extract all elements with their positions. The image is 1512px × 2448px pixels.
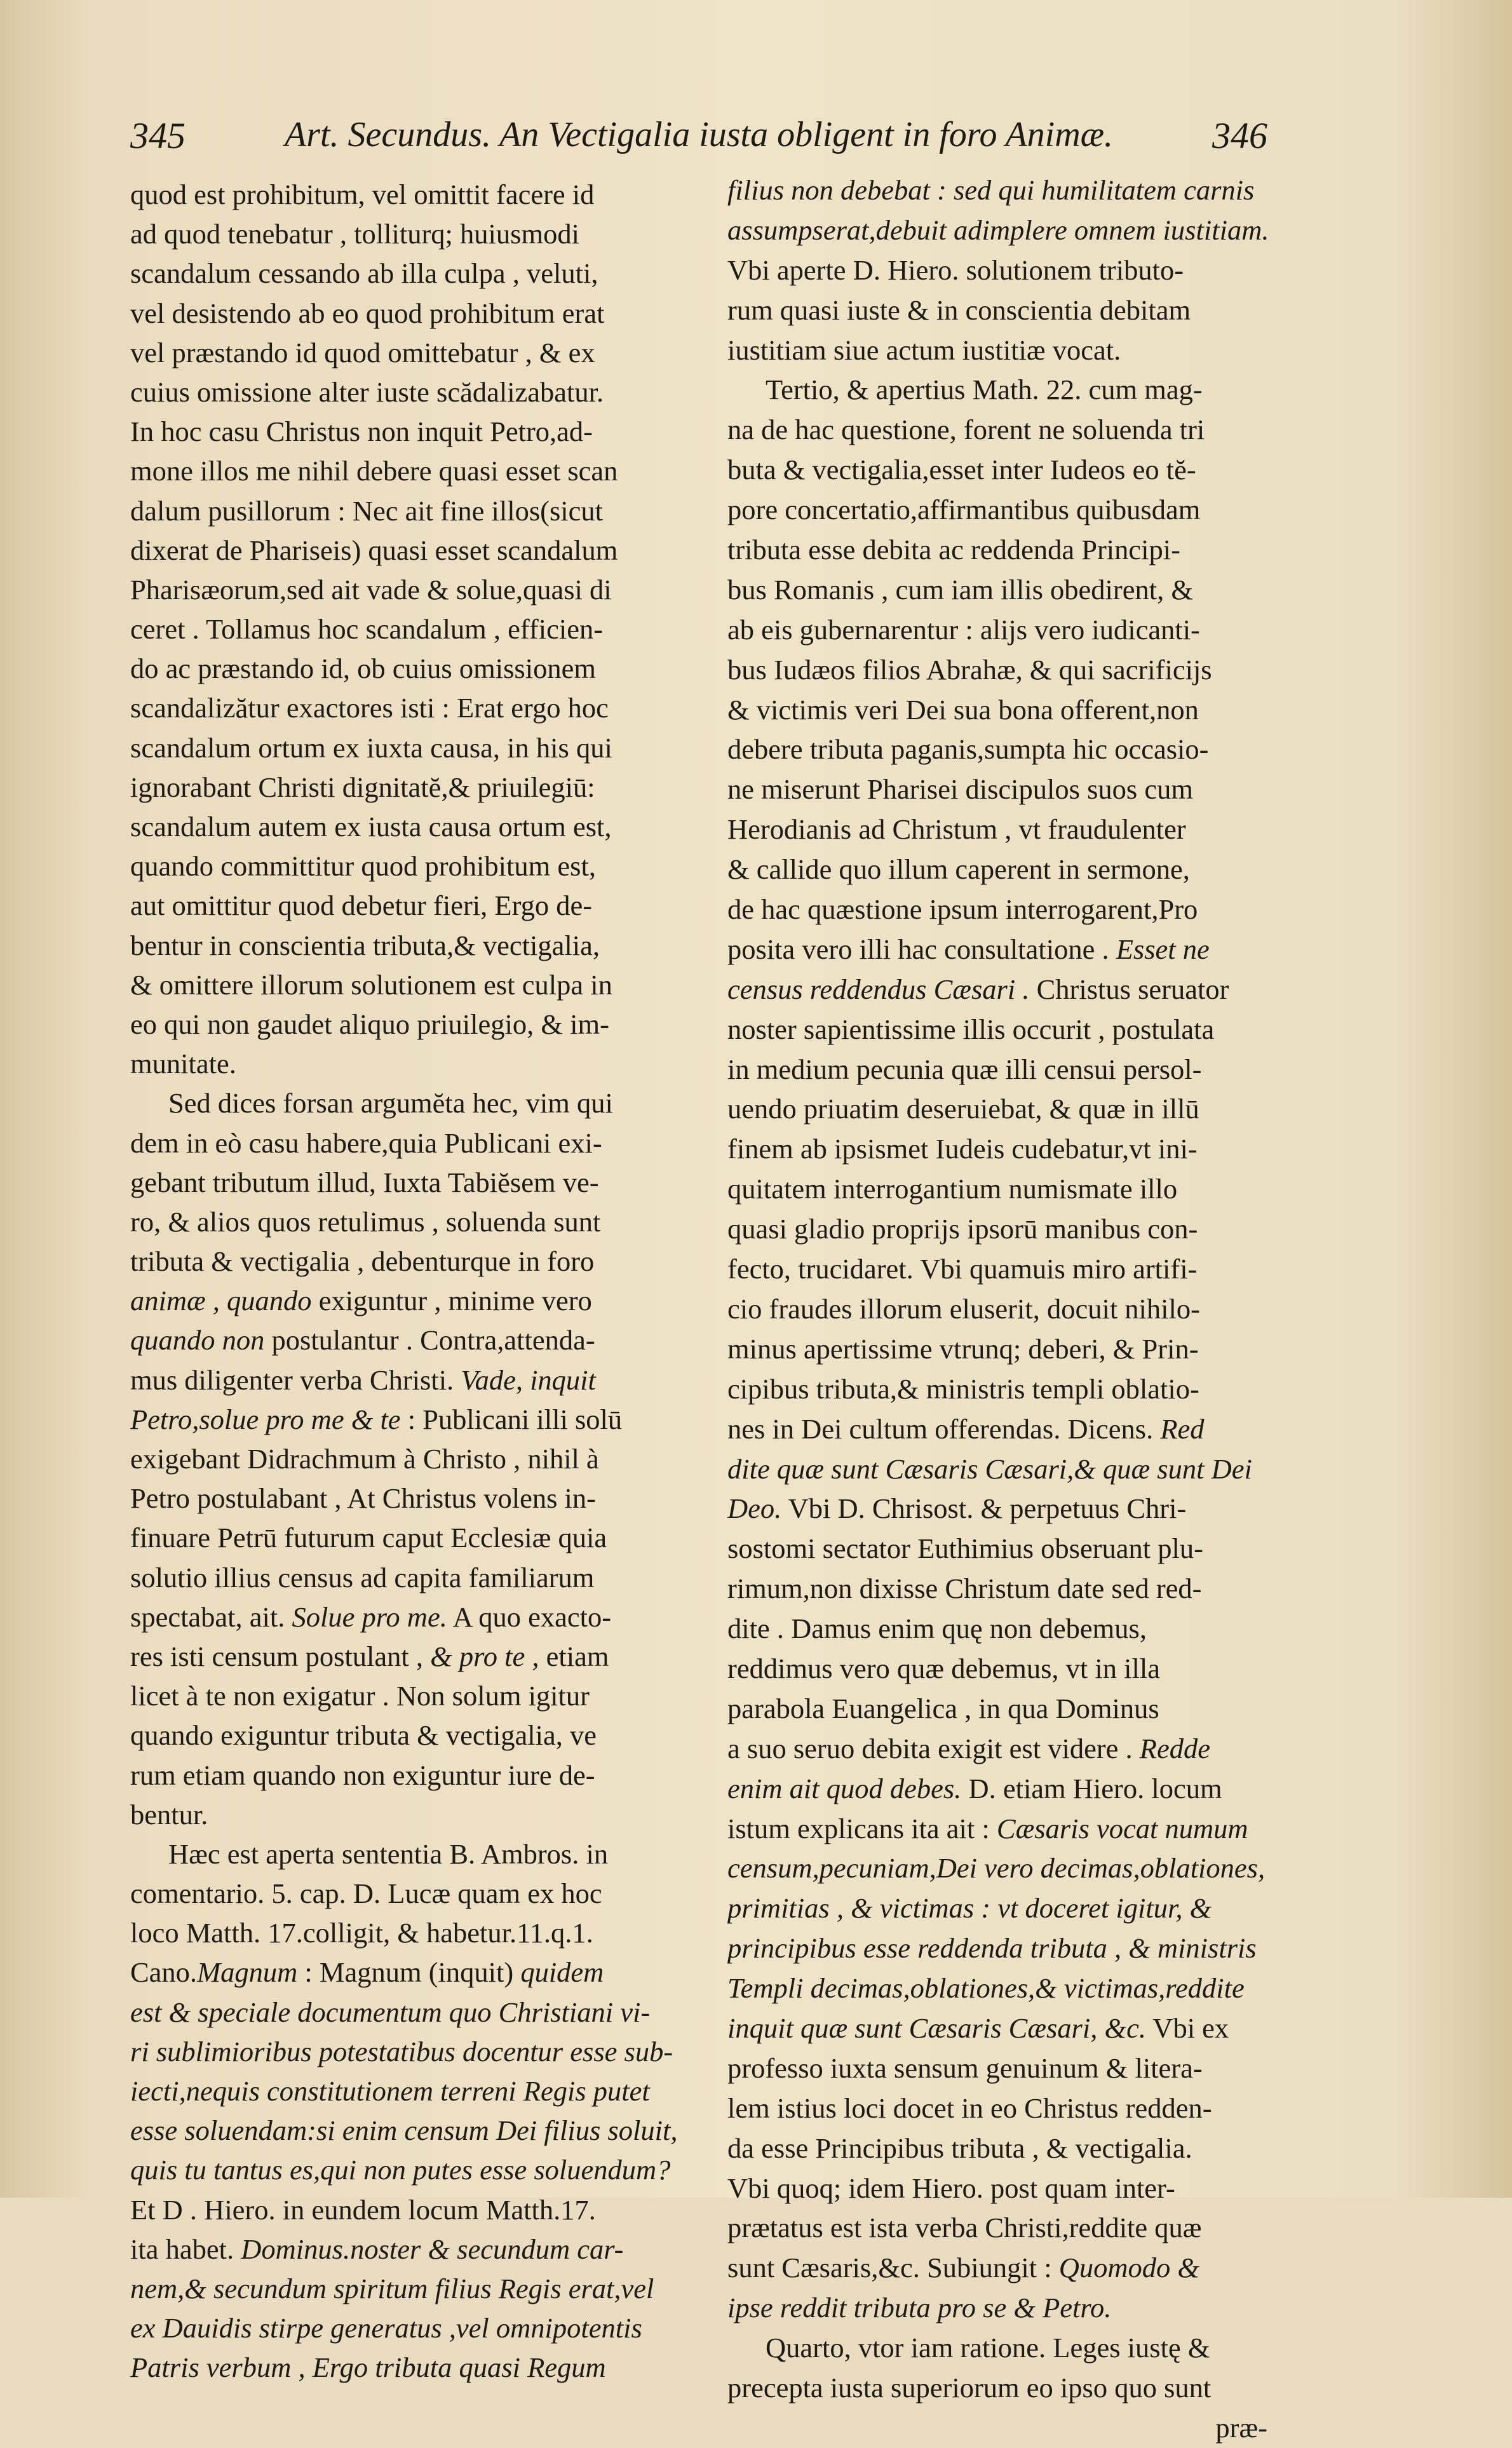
text-line: professo iuxta sensum genuinum & litera- xyxy=(727,2052,1203,2084)
text-line: assumpserat,debuit adimplere omnem iustitiam. xyxy=(727,213,1269,246)
text-line: ipse reddit tributa pro se & Petro. xyxy=(727,2292,1112,2324)
text-line: Petro,solue pro me & te : Publicani illi solū xyxy=(130,1403,623,1435)
text-line: quando exiguntur tributa & vectigalia, ve xyxy=(130,1719,597,1752)
page-number-right: 346 xyxy=(1212,115,1267,156)
text-line: finuare Petrū futurum caput Ecclesiæ quia xyxy=(130,1522,607,1554)
text-line: solutio illius census ad capita familiarum xyxy=(130,1561,595,1593)
catchword: præ- xyxy=(1215,2411,1267,2444)
text-line: In hoc casu Christus non inquit Petro,ad- xyxy=(130,416,593,448)
text-line: eo qui non gaudet aliquo priuilegio, & im- xyxy=(130,1008,609,1040)
text-line: posita vero illi hac consultatione . Esset ne xyxy=(727,933,1210,965)
text-line: & victimis veri Dei sua bona offerent,non xyxy=(727,693,1199,726)
text-line: lem istius loci docet in eo Christus redden- xyxy=(727,2092,1212,2124)
text-line: tributa esse debita ac reddenda Principi- xyxy=(727,534,1180,566)
text-line: noster sapientissime illis occurit , postulata xyxy=(727,1013,1215,1045)
text-line: ignorabant Christi dignitatĕ,& priuilegiū: xyxy=(130,771,595,803)
text-line: scandalum autem ex iusta causa ortum est, xyxy=(130,811,612,842)
text-line: Pharisæorum,sed ait vade & solue,quasi di xyxy=(130,573,612,605)
text-line: rimum,non dixisse Christum date sed red- xyxy=(727,1572,1202,1605)
text-line: dixerat de Phariseis) quasi esset scandalum xyxy=(130,534,618,566)
text-line: Vbi aperte D. Hiero. solutionem tributo- xyxy=(727,254,1184,286)
text-line: quasi gladio proprijs ipsorū manibus con- xyxy=(727,1213,1198,1245)
text-line: sostomi sectator Euthimius obseruant plu- xyxy=(727,1532,1203,1565)
text-line: Petro postulabant , At Christus volens in- xyxy=(130,1482,596,1515)
text-line: Hæc est aperta sententia B. Ambros. in xyxy=(168,1837,609,1870)
text-line: reddimus vero quæ debemus, vt in illa xyxy=(727,1652,1160,1684)
text-line: censum,pecuniam,Dei vero decimas,oblationes, xyxy=(727,1852,1266,1884)
text-line: iustitiam siue actum iustitiæ vocat. xyxy=(727,334,1121,366)
text-line: ad quod tenebatur , tolliturq; huiusmodi xyxy=(130,218,579,250)
text-line: a suo seruo debita exigit est videre . Redde xyxy=(727,1732,1210,1764)
text-line: Sed dices forsan argumĕta hec, vim qui xyxy=(168,1087,613,1119)
text-line: pore concertatio,affirmantibus quibusdam xyxy=(727,494,1201,526)
text-line: cipibus tributa,& ministris templi oblatio- xyxy=(727,1372,1199,1405)
text-line: ab eis gubernarentur : alijs vero iudicanti- xyxy=(727,613,1200,646)
text-line: licet à te non exigatur . Non solum igitur xyxy=(130,1680,590,1712)
text-line: loco Matth. 17.colligit, & habetur.11.q.1. xyxy=(130,1917,593,1949)
text-line: sunt Cæsaris,&c. Subiungit : Quomodo & xyxy=(727,2252,1199,2284)
text-line: vel præstando id quod omittebatur , & ex xyxy=(130,336,595,369)
text-line: cuius omissione alter iuste scădalizabatur. xyxy=(130,375,604,408)
text-line: bentur in conscientia tributa,& vectigalia, xyxy=(130,929,600,961)
text-line: quis tu tantus es,qui non putes esse soluendum? xyxy=(130,2154,671,2186)
text-line: gebant tributum illud, Iuxta Tabiĕsem ve- xyxy=(130,1166,599,1198)
text-line: quitatem interrogantium numismate illo xyxy=(727,1173,1178,1205)
text-line: istum explicans ita ait : Cæsaris vocat numum xyxy=(727,1812,1248,1844)
page-header xyxy=(130,107,1267,164)
text-line: dite quæ sunt Cæsaris Cæsari,& quæ sunt Dei xyxy=(727,1452,1252,1485)
text-line: comentario. 5. cap. D. Lucæ quam ex hoc xyxy=(130,1877,602,1910)
text-line: Patris verbum , Ergo tributa quasi Regum xyxy=(130,2351,606,2384)
text-line: ro, & alios quos retulimus , soluenda sunt xyxy=(130,1205,601,1238)
text-line: precepta iusta superiorum eo ipso quo sunt xyxy=(727,2371,1212,2404)
text-line: filius non debebat : sed qui humilitatem carnis xyxy=(727,174,1255,206)
text-line: Cano.Magnum : Magnum (inquit) quidem xyxy=(130,1956,604,1989)
text-line: bus Romanis , cum iam illis obedirent, & xyxy=(727,573,1193,605)
text-line: & callide quo illum caperent in sermone, xyxy=(727,853,1190,886)
text-line: ita habet. Dominus.noster & secundum car- xyxy=(130,2233,624,2265)
text-line: primitias , & victimas : vt doceret igitur, & xyxy=(727,1892,1212,1924)
text-line: Templi decimas,oblationes,& victimas,reddite xyxy=(727,1972,1245,2005)
text-line: fecto, trucidaret. Vbi quamuis miro artifi- xyxy=(727,1253,1198,1285)
text-line: scandalum ortum ex iuxta causa, in his qui xyxy=(130,731,612,764)
text-line: do ac præstando id, ob cuius omissionem xyxy=(130,653,596,685)
text-line: de hac quæstione ipsum interrogarent,Pro xyxy=(727,893,1198,926)
text-line: debere tributa paganis,sumpta hic occasio- xyxy=(727,733,1209,766)
text-line: quando non postulantur . Contra,attenda- xyxy=(130,1324,595,1356)
running-title: Art. Secundus. An Vectigalia iusta obligent in foro Animæ. xyxy=(284,115,1114,154)
text-line: Herodianis ad Christum , vt fraudulenter xyxy=(727,813,1186,846)
text-line: inquit quæ sunt Cæsaris Cæsari, &c. Vbi ex xyxy=(727,2012,1229,2044)
left-column xyxy=(130,175,705,2388)
text-line: & omittere illorum solutionem est culpa in xyxy=(130,968,612,1001)
text-line: vel desistendo ab eo quod prohibitum erat xyxy=(130,297,605,329)
text-line: parabola Euangelica , in qua Dominus xyxy=(727,1692,1159,1724)
text-line: da esse Principibus tributa , & vectigalia. xyxy=(727,2132,1192,2164)
text-line: in medium pecunia quæ illi censui persol- xyxy=(727,1053,1202,1085)
text-line: cio fraudes illorum eluserit, docuit nihilo- xyxy=(727,1292,1200,1325)
text-line: esse soluendam:si enim censum Dei filius soluit, xyxy=(130,2114,678,2147)
text-line: nem,& secundum spiritum filius Regis erat,vel xyxy=(130,2272,654,2304)
text-line: exigebant Didrachmum à Christo , nihil à xyxy=(130,1443,599,1475)
text-line: Deo. Vbi D. Chrisost. & perpetuus Chri- xyxy=(727,1492,1187,1525)
text-line: ceret . Tollamus hoc scandalum , efficien- xyxy=(130,613,604,646)
text-line: scandalum cessando ab illa culpa , veluti, xyxy=(130,257,598,290)
page-number-left: 345 xyxy=(130,115,186,156)
text-line: buta & vectigalia,esset inter Iudeos eo tĕ- xyxy=(727,454,1196,486)
text-line: dite . Damus enim quę non debemus, xyxy=(727,1613,1147,1645)
text-line: bus Iudæos filios Abrahæ, & qui sacrificijs xyxy=(727,653,1212,686)
text-line: mus diligenter verba Christi. Vade, inquit xyxy=(130,1363,596,1396)
text-line: ne miserunt Pharisei discipulos suos cum xyxy=(727,773,1193,806)
text-line: quod est prohibitum, vel omittit facere id xyxy=(130,179,595,210)
text-line: prætatus est ista verba Christi,reddite quæ xyxy=(727,2212,1202,2244)
text-line: spectabat, ait. Solue pro me. A quo exacto- xyxy=(130,1600,612,1633)
text-line: minus apertissime vtrunq; deberi, & Prin- xyxy=(727,1332,1199,1365)
text-line: aut omittitur quod debetur fieri, Ergo de- xyxy=(130,889,593,922)
text-line: iecti,nequis constitutionem terreni Regis putet xyxy=(130,2075,650,2107)
text-line: dalum pusillorum : Nec ait fine illos(sicut xyxy=(130,494,604,527)
text-line: nes in Dei cultum offerendas. Dicens. Red xyxy=(727,1412,1205,1445)
text-line: Quarto, vtor iam ratione. Leges iustę & xyxy=(766,2332,1210,2364)
text-line: dem in eò casu habere,quia Publicani exi- xyxy=(130,1126,602,1159)
text-line: rum etiam quando non exiguntur iure de- xyxy=(130,1759,595,1791)
text-line: ex Dauidis stirpe generatus ,vel omnipotentis xyxy=(130,2312,642,2344)
text-line: res isti censum postulant , & pro te , etiam xyxy=(130,1640,609,1672)
text-line: tributa & vectigalia , debenturque in foro xyxy=(130,1245,595,1278)
text-line: principibus esse reddenda tributa , & ministris xyxy=(727,1932,1257,1964)
text-line: bentur. xyxy=(130,1798,208,1830)
text-line: rum quasi iuste & in conscientia debitam xyxy=(727,294,1191,326)
text-line: mone illos me nihil debere quasi esset scan xyxy=(130,455,618,487)
text-line: scandalizătur exactores isti : Erat ergo hoc xyxy=(130,692,609,724)
text-line: ri sublimioribus potestatibus docentur esse sub- xyxy=(130,2035,673,2067)
text-line: Et D . Hiero. in eundem locum Matth.17. xyxy=(130,2193,596,2226)
text-line: finem ab ipsismet Iudeis cudebatur,vt ini- xyxy=(727,1133,1198,1165)
text-line: Vbi quoq; idem Hiero. post quam inter- xyxy=(727,2172,1175,2204)
text-line: census reddendus Cæsari . Christus seruator xyxy=(727,973,1229,1005)
text-line: uendo priuatim deseruiebat, & quæ in illū xyxy=(727,1093,1199,1125)
text-line: animæ , quando exiguntur , minime vero xyxy=(130,1285,592,1317)
text-line: est & speciale documentum quo Christiani vi- xyxy=(130,1996,651,2028)
text-line: munitate. xyxy=(130,1048,236,1080)
right-column xyxy=(727,170,1271,2448)
text-line: Tertio, & apertius Math. 22. cum mag- xyxy=(766,374,1203,406)
text-line: enim ait quod debes. D. etiam Hiero. locum xyxy=(727,1772,1222,1804)
text-line: quando committitur quod prohibitum est, xyxy=(130,850,596,882)
text-line: na de hac questione, forent ne soluenda tri xyxy=(727,414,1205,446)
